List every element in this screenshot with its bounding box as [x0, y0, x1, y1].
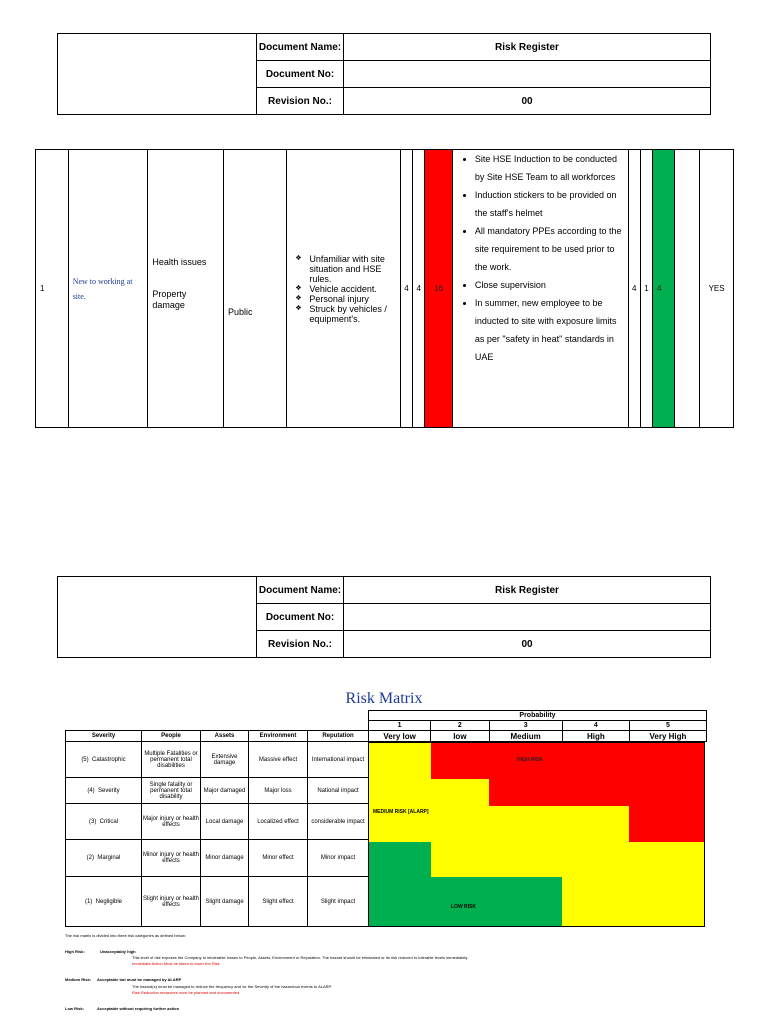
reputation-cell: Slight impact [308, 877, 369, 927]
medium-risk-note-desc: The hazard(s) must be managed to reduce the frequency and /or the Severity of the hazardous events to ALARP. [132, 984, 332, 989]
control-item: • Induction stickers to be provided on the staff's helmet [475, 186, 628, 222]
risk-zone-grid [368, 742, 705, 927]
severity-level: (2) Marginal [66, 840, 142, 877]
document-name-label: Document Name: [257, 577, 344, 604]
high-zone-mid [489, 779, 705, 806]
cause-item: ❖ Personal injury [309, 294, 399, 304]
low-zone-left [369, 842, 431, 927]
column-header: Environment [249, 731, 308, 742]
medium-risk-label: MEDIUM RISK [ALARP] [373, 809, 429, 815]
environment-cell: Minor effect [249, 840, 308, 877]
probability-label: Probability [369, 711, 707, 721]
control-item: • Close supervision [475, 276, 628, 294]
document-name-value: Risk Register [344, 34, 711, 61]
probability-number: 2 [431, 721, 489, 731]
risk-register-row [35, 149, 734, 428]
medium-risk-note-title: Acceptable but must be managed by ALARP [97, 977, 182, 982]
control-item: • In summer, new employee to be inducted to site with exposure limits as per "safety in heat" standards in UAE [475, 294, 628, 366]
blank-cell [674, 150, 700, 428]
cause-item: ❖ Struck by vehicles / equipment's. [309, 304, 399, 324]
document-no-value [344, 61, 711, 88]
low-zone-bottom [431, 877, 562, 927]
assets-cell: Local damage [201, 804, 249, 840]
environment-cell: Slight effect [249, 877, 308, 927]
severity-level: (1) Negligible [66, 877, 142, 927]
controls-list [453, 150, 628, 366]
control-item: • All mandatory PPEs according to the site requirement to be used prior to the work. [475, 222, 628, 276]
residual-risk-rating: 4 [653, 150, 674, 428]
severity-table [65, 730, 369, 927]
causes-list [287, 254, 399, 324]
probability-number: 1 [369, 721, 431, 731]
revision-value: 00 [344, 88, 711, 115]
reputation-cell: International impact [308, 742, 369, 778]
reputation-cell: National impact [308, 778, 369, 804]
high-risk-label: HIGH RISK [517, 757, 543, 763]
severity-level: (5) Catastrophic [66, 742, 142, 778]
affected-cell: Public [224, 150, 287, 428]
document-name-label: Document Name: [257, 34, 344, 61]
document-header-top [57, 33, 711, 115]
revision-value: 00 [344, 631, 711, 658]
column-header: People [142, 731, 201, 742]
row-number: 1 [36, 150, 69, 428]
hazard-cell [148, 150, 224, 428]
hazard-property: Property damage [152, 288, 187, 310]
probability-header [368, 710, 707, 742]
revision-label: Revision No.: [257, 631, 344, 658]
reputation-cell: considerable impact [308, 804, 369, 840]
revision-label: Revision No.: [257, 88, 344, 115]
residual-probability: 1 [640, 150, 652, 428]
probability-level: low [431, 731, 489, 742]
controls-cell [452, 150, 628, 428]
document-no-label: Document No: [257, 61, 344, 88]
people-cell: Single fatality or permanent total disability [142, 778, 201, 804]
causes-cell [287, 150, 400, 428]
document-name-value: Risk Register [344, 577, 711, 604]
initial-severity: 4 [400, 150, 412, 428]
medium-risk-note-label: Medium Risk: [65, 977, 92, 982]
environment-cell: Localized effect [249, 804, 308, 840]
probability-level: Very low [369, 731, 431, 742]
probability-number: 5 [629, 721, 706, 731]
environment-cell: Massive effect [249, 742, 308, 778]
initial-probability: 4 [413, 150, 425, 428]
notes-intro: The risk matrix is divided into three risk categories as defined below: [65, 933, 186, 938]
environment-cell: Major loss [249, 778, 308, 804]
logo-cell [58, 34, 257, 115]
people-cell: Multiple Fatalities or permanent total disabilities [142, 742, 201, 778]
column-header: Assets [201, 731, 249, 742]
logo-cell [58, 577, 257, 658]
high-zone-top [431, 743, 705, 779]
probability-number: 4 [562, 721, 629, 731]
probability-level: High [562, 731, 629, 742]
assets-cell: Slight damage [201, 877, 249, 927]
risk-matrix-title: Risk Matrix [345, 690, 423, 707]
column-header: Severity [66, 731, 142, 742]
activity-cell: New to working at site. [68, 150, 148, 428]
reputation-cell: Minor impact [308, 840, 369, 877]
high-risk-note-title: Unacceptably high [100, 949, 136, 954]
probability-level: Very High [629, 731, 706, 742]
column-header: Reputation [308, 731, 369, 742]
people-cell: Slight injury or health effects [142, 877, 201, 927]
hazard-health: Health issues [152, 256, 207, 267]
control-item: • Site HSE Induction to be conducted by Site HSE Team to all workforces [475, 150, 628, 186]
probability-level: Medium [489, 731, 562, 742]
document-no-label: Document No: [257, 604, 344, 631]
severity-level: (3) Critical [66, 804, 142, 840]
severity-level: (4) Severity [66, 778, 142, 804]
residual-severity: 4 [628, 150, 640, 428]
assets-cell: Extensive damage [201, 742, 249, 778]
high-zone-right [629, 806, 705, 842]
probability-number: 3 [489, 721, 562, 731]
high-risk-note-desc: This level of risk exposes the Company to intolerable losses to People, Assets, Environment or Reputation. The hazard should be eliminated or its risk reduced to tolerable levels immediately. [132, 955, 469, 960]
initial-risk-rating: 16 [425, 150, 453, 428]
high-risk-note-label: High Risk: [65, 949, 85, 954]
low-risk-note-label: Low Risk: [65, 1006, 84, 1011]
document-no-value [344, 604, 711, 631]
people-cell: Minor injury or health effects [142, 840, 201, 877]
cause-item: ❖ Vehicle accident. [309, 284, 399, 294]
cause-item: ❖ Unfamiliar with site situation and HSE rules. [309, 254, 399, 284]
medium-risk-note-action: Risk Reduction measures must be planned and documented [132, 990, 240, 995]
assets-cell: Major damaged [201, 778, 249, 804]
people-cell: Major injury or health effects [142, 804, 201, 840]
assets-cell: Minor damage [201, 840, 249, 877]
low-risk-note-title: Acceptable without requiring further action [97, 1006, 180, 1011]
low-risk-label: LOW RISK [451, 904, 476, 910]
acceptable-cell: YES [700, 150, 734, 428]
high-risk-note-action: Immediate Action Must be taken to lower the Risk [132, 961, 220, 966]
document-header-bottom [57, 576, 711, 658]
